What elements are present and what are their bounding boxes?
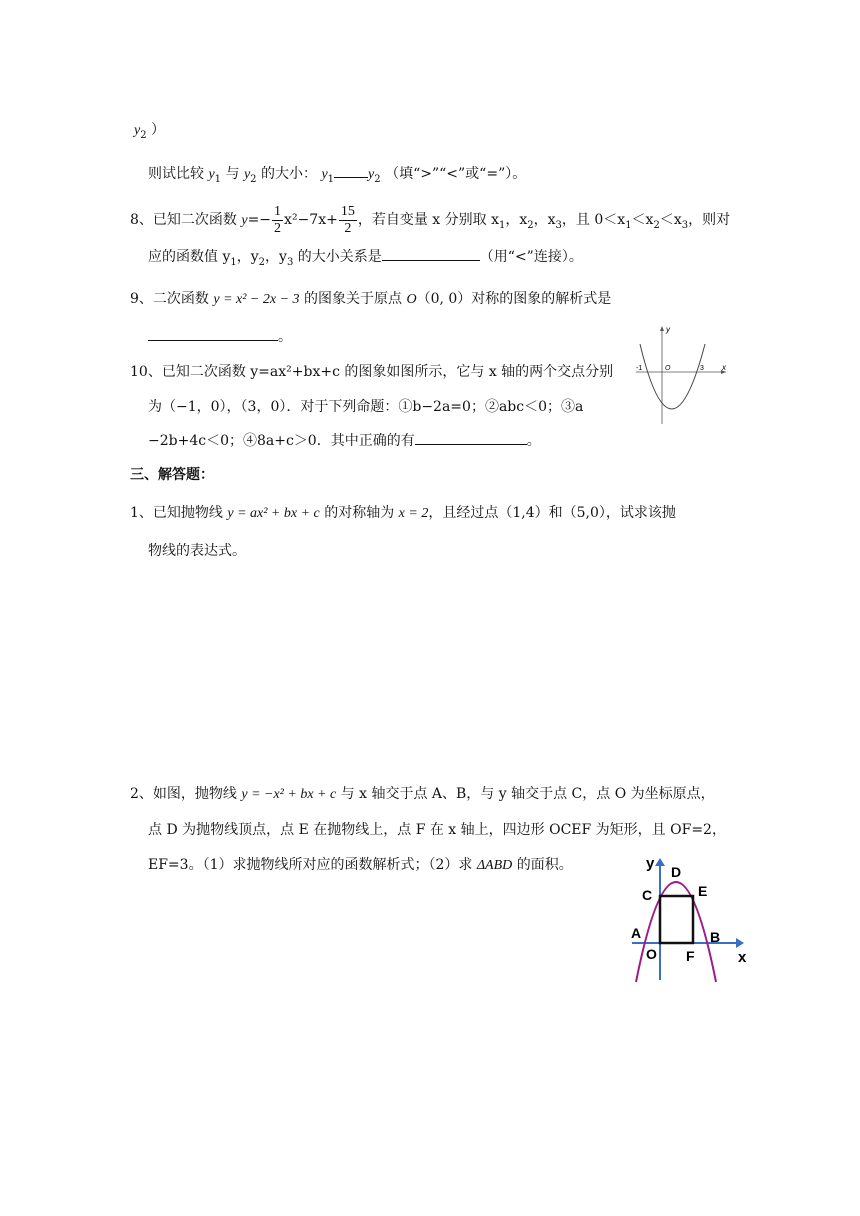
question-8: [130, 200, 730, 241]
var: y: [241, 213, 248, 228]
numerator: 15: [340, 203, 355, 219]
answer-blank[interactable]: [334, 163, 368, 178]
text: 10、已知二次函数 y=ax²+bx+c 的图象如图所示，它与 x 轴的两个交点分别: [130, 364, 614, 380]
text: 与 x 轴交于点 A、B，与 y 轴交于点 C，点 O 为坐标原点，: [336, 786, 715, 802]
var-y1: y: [321, 167, 328, 182]
fraction-half: [272, 204, 283, 237]
fraction-fifteen-halves: [339, 204, 357, 237]
label-f: F: [686, 948, 695, 964]
sub: 2: [374, 173, 381, 185]
label-o: O: [646, 946, 657, 962]
text: 为（−1，0），（3，0）．对于下列命题：①b−2a=0；②abc＜0；③a: [148, 399, 584, 415]
x-label: x: [738, 949, 747, 966]
text: 的图象关于原点: [299, 291, 407, 307]
y-arrow-icon: [655, 858, 665, 866]
text: 的面积。: [512, 857, 573, 873]
problem-1: [130, 503, 676, 524]
sub: 2: [527, 219, 534, 231]
sub: 2: [250, 173, 257, 185]
text: ，y: [236, 249, 259, 265]
answer-blank[interactable]: [382, 246, 480, 261]
y-label: y: [646, 855, 655, 872]
sub: 3: [555, 219, 562, 231]
text: 点 D 为抛物线顶点，点 E 在抛物线上，点 F 在 x 轴上，四边形 OCEF 为矩形，且 OF=2，: [148, 822, 726, 838]
text: ，y: [265, 249, 287, 265]
text: x²−7x+: [284, 212, 338, 228]
text: 。: [526, 433, 541, 449]
sub: 2: [653, 219, 660, 231]
answer-blank[interactable]: [415, 430, 527, 445]
y-label: y: [666, 325, 670, 334]
question-10-line3: [148, 430, 541, 451]
sub: 1: [625, 219, 632, 231]
question-10: [130, 362, 613, 382]
denominator: 2: [344, 220, 352, 236]
text: ，若自变量 x 分别取 x: [357, 212, 499, 228]
compare-line: [148, 163, 526, 185]
denominator: 2: [274, 220, 282, 236]
text: （0, 0）对称的图象的解析式是: [416, 291, 612, 307]
text: ，且 0＜x: [561, 212, 626, 228]
sub: 2: [258, 256, 266, 268]
equation: y = −x² + bx + c: [241, 787, 337, 802]
text: 2、如图，抛物线: [130, 786, 242, 802]
question-9: [130, 289, 611, 310]
text: 9、二次函数: [130, 291, 214, 307]
label-c: C: [642, 887, 653, 903]
var-y: y: [134, 123, 141, 138]
answer-blank[interactable]: [148, 326, 278, 341]
sub: 1: [498, 219, 506, 231]
var-o: O: [406, 292, 417, 307]
sub: 1: [214, 173, 222, 185]
y-arrow-icon: [660, 326, 664, 331]
text: 1、已知抛物线: [130, 505, 228, 521]
text: 8、已知二次函数: [130, 212, 242, 228]
q10-parabola-figure: [630, 322, 730, 428]
text: 物线的表达式。: [148, 543, 246, 559]
text: 则试比较: [148, 166, 209, 182]
text: 。: [278, 329, 292, 345]
rectangle-ocef: [660, 896, 693, 943]
text: ，且经过点（1,4）和（5,0），试求该抛: [428, 505, 676, 521]
sub: 3: [286, 256, 294, 268]
text: 与: [221, 166, 244, 182]
x-arrow-icon: [736, 938, 744, 948]
line-y2-paren: [134, 120, 165, 141]
neg1-label: -1: [636, 365, 643, 372]
numerator: 1: [274, 203, 282, 219]
subscript: 2: [140, 129, 147, 141]
text: ，x: [533, 212, 556, 228]
problem-1-line2: [148, 541, 246, 561]
text: 应的函数值 y: [148, 249, 231, 265]
text: =−: [247, 212, 272, 228]
text: ＜x: [631, 212, 654, 228]
problem-2-parabola-figure: [626, 852, 762, 984]
question-8-line2: [148, 246, 583, 267]
text: 的对称轴为: [319, 505, 399, 521]
problem-2: [130, 784, 715, 805]
var-y1: y: [208, 167, 215, 182]
label-a: A: [631, 925, 642, 941]
question-10-line2: [148, 397, 583, 417]
equation: x = 2: [398, 506, 429, 521]
three-label: 3: [700, 365, 704, 372]
text: ，则对: [688, 212, 731, 228]
text: （填“>”“<”或“=”）。: [380, 166, 527, 182]
triangle-abd: ΔABD: [476, 858, 513, 873]
text: −2b+4c＜0；④8a+c＞0．其中正确的有: [148, 433, 415, 449]
section-3-heading: 三、解答题：: [130, 467, 214, 483]
text: ＜x: [659, 212, 682, 228]
text: EF=3。（1）求抛物线所对应的函数解析式；（2）求: [148, 857, 477, 873]
text: 的大小关系是: [293, 249, 382, 265]
parabola-curve: [640, 344, 705, 409]
var-y2: y: [368, 167, 375, 182]
text: （用“<”连接）。: [479, 249, 583, 265]
label-d: D: [671, 864, 682, 880]
sub: 1: [327, 173, 335, 185]
var-y2: y: [243, 167, 251, 182]
x-label: x: [722, 363, 726, 372]
problem-2-line3: [148, 855, 573, 876]
text: ，x: [505, 212, 528, 228]
equation: y = ax² + bx + c: [227, 506, 320, 521]
sub: 1: [230, 256, 237, 268]
origin-label: O: [665, 365, 671, 372]
text: 的大小：: [256, 166, 317, 182]
sub: 3: [681, 219, 689, 231]
equation: y = x² − 2x − 3: [213, 292, 300, 307]
problem-2-line2: [148, 820, 726, 840]
question-9-line2: [148, 326, 292, 347]
paren: ）: [151, 122, 166, 138]
label-b: B: [710, 929, 721, 945]
label-e: E: [698, 883, 708, 899]
